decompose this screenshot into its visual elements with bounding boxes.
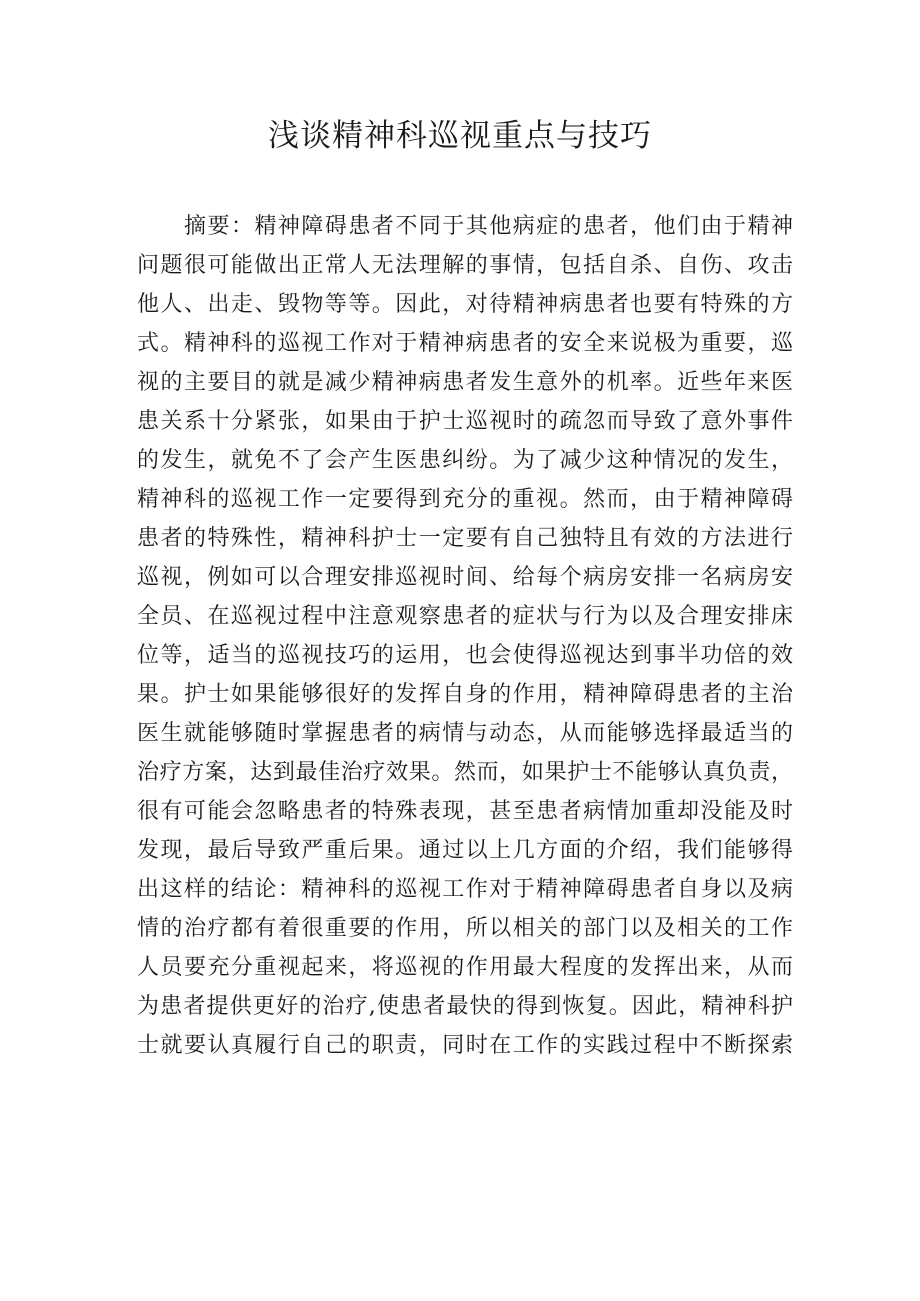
text-line: 问题很可能做出正常人无法理解的事情，包括自杀、自伤、攻击: [137, 253, 793, 278]
text-line: 治疗方案，达到最佳治疗效果。然而，如果护士不能够认真负责，: [137, 760, 793, 785]
text-line: 他人、出走、毁物等等。因此，对待精神病患者也要有特殊的方: [137, 292, 793, 317]
text-line: 的发生，就免不了会产生医患纠纷。为了减少这种情况的发生，: [137, 448, 793, 473]
text-line: 发现，最后导致严重后果。通过以上几方面的介绍，我们能够得: [137, 838, 793, 863]
text-line: 位等，适当的巡视技巧的运用，也会使得巡视达到事半功倍的效: [137, 643, 793, 668]
text-line: 医生就能够随时掌握患者的病情与动态，从而能够选择最适当的: [137, 721, 793, 746]
text-line: 全员、在巡视过程中注意观察患者的症状与行为以及合理安排床: [137, 604, 793, 629]
text-line: 为患者提供更好的治疗,使患者最快的得到恢复。因此，精神科护: [137, 994, 793, 1019]
text-line: 人员要充分重视起来，将巡视的作用最大程度的发挥出来，从而: [137, 955, 793, 980]
text-line: 情的治疗都有着很重要的作用，所以相关的部门以及相关的工作: [137, 916, 793, 941]
text-line: 摘要：精神障碍患者不同于其他病症的患者，他们由于精神: [184, 214, 793, 239]
text-line: 式。精神科的巡视工作对于精神病患者的安全来说极为重要，巡: [137, 331, 793, 356]
text-line: 出这样的结论：精神科的巡视工作对于精神障碍患者自身以及病: [137, 877, 793, 902]
text-line: 患者的特殊性，精神科护士一定要有自己独特且有效的方法进行: [137, 526, 793, 551]
text-line: 视的主要目的就是减少精神病患者发生意外的机率。近些年来医: [137, 370, 793, 395]
text-line: 精神科的巡视工作一定要得到充分的重视。然而，由于精神障碍: [137, 487, 793, 512]
text-line: 士就要认真履行自己的职责，同时在工作的实践过程中不断探索: [137, 1033, 793, 1058]
document-title: 浅谈精神科巡视重点与技巧: [268, 118, 652, 154]
text-line: 巡视，例如可以合理安排巡视时间、给每个病房安排一名病房安: [137, 565, 793, 590]
abstract-paragraph: [137, 207, 793, 1065]
text-line: 很有可能会忽略患者的特殊表现，甚至患者病情加重却没能及时: [137, 799, 793, 824]
text-line: 果。护士如果能够很好的发挥自身的作用，精神障碍患者的主治: [137, 682, 793, 707]
text-line: 患关系十分紧张，如果由于护士巡视时的疏忽而导致了意外事件: [137, 409, 793, 434]
